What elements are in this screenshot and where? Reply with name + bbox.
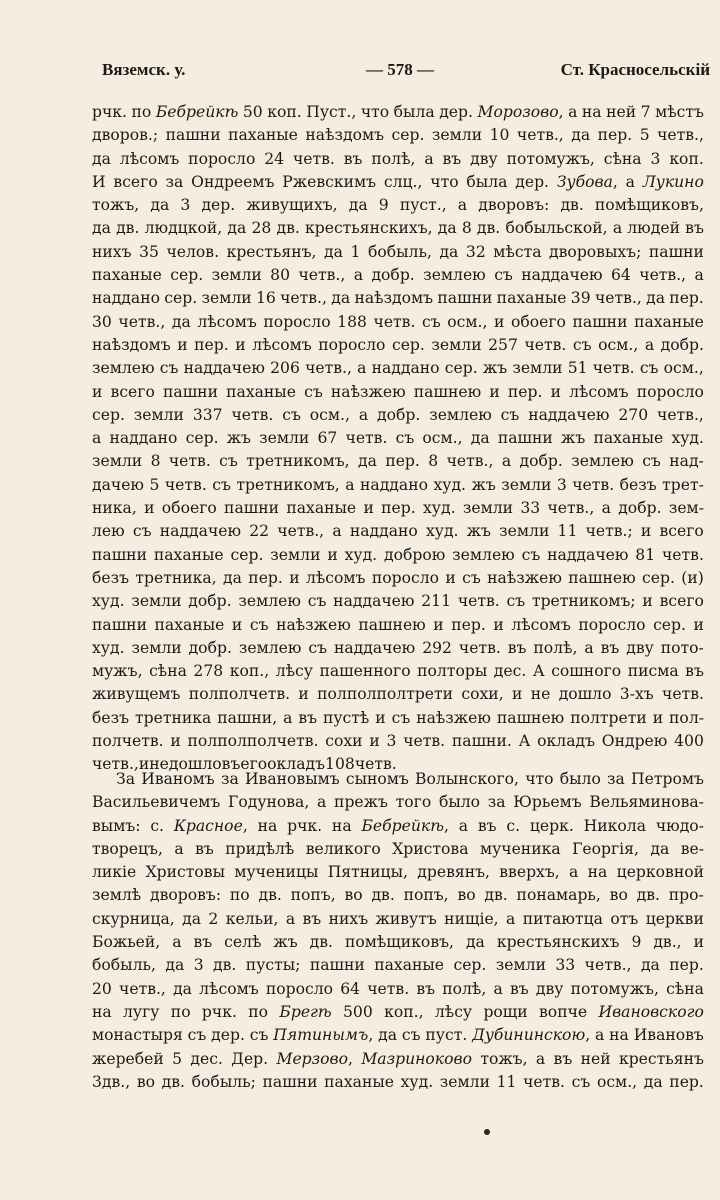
text-line: Божьей, а въ селѣ жъ дв. помѣщиковъ, да крестьянскихъ 9 дв., и: [92, 933, 704, 952]
page-number: — 578 —: [366, 60, 434, 79]
text-line: 30 четв., да лѣсомъ поросло 188 четв. съ осм., и обоего пашни паханые: [92, 312, 704, 331]
text-line: да дв. людцкой, да 28 дв. крестьянскихъ, да 8 дв. бобыльской, а людей въ: [92, 219, 704, 238]
text-line: За Иваномъ за Ивановымъ сыномъ Волынского, что было за Петромъ: [116, 770, 704, 788]
text-line: творецъ, а въ придѣлѣ великого Христова мученика Георгія, да ве-: [92, 839, 704, 858]
text-line: скурница, да 2 кельи, а въ нихъ живутъ нищіе, а питаютца отъ церкви: [92, 909, 704, 928]
text-line: лею съ наддачею 22 четв., а наддано худ. жъ земли 11 четв.; и всего: [92, 522, 704, 541]
paragraph-1: [92, 101, 704, 777]
text-line: землѣ дворовъ: по дв. попъ, во дв. попъ, во дв. понамарь, во дв. про-: [92, 886, 704, 905]
text-line: да лѣсомъ поросло 24 четв. въ полѣ, а въ дву потомужъ, сѣна 3 коп.: [92, 149, 704, 168]
text-line: И всего за Ондреемъ Ржевскимъ слц., что была дер. Зубова, а Лукино: [92, 172, 704, 191]
text-line: 3дв., во дв. бобыль; пашни паханые худ. земли 11 четв. съ осм., да пер.: [92, 1072, 704, 1091]
text-line: дворов.; пашни паханые наѣздомъ сер. земли 10 четв., да пер. 5 четв.,: [92, 126, 704, 145]
text-line: худ. земли добр. землею съ наддачею 292 четв. въ полѣ, а въ дву пото-: [92, 638, 704, 657]
text-line: безъ третника, да пер. и лѣсомъ поросло и съ наѣзжею пашнею сер. (и): [92, 568, 704, 587]
text-line: сер. земли 337 четв. съ осм., а добр. землею съ наддачею 270 четв.,: [92, 405, 704, 424]
text-line: безъ третника пашни, а въ пустѣ и съ наѣзжею пашнею полтрети и пол-: [92, 708, 704, 727]
text-line: худ. земли добр. землею съ наддачею 211 четв. съ третникомъ; и всего: [92, 592, 704, 611]
text-line: полчетв. и полполполчетв. сохи и 3 четв. пашни. А окладъ Ондрею 400: [92, 732, 704, 751]
paragraph-2: [92, 768, 704, 1094]
text-line: землею съ наддачею 206 четв., а наддано сер. жъ земли 51 четв. съ осм.,: [92, 359, 704, 378]
text-line: рчк. по Бебрейкѣ 50 коп. Пуст., что была дер. Морозово, а на ней 7 мѣстъ: [92, 103, 704, 121]
text-line: вымъ: с. Красное, на рчк. на Бебрейкѣ, а въ с. церк. Никола чюдо-: [92, 816, 704, 835]
text-line: пашни паханые сер. земли и худ. доброю землею съ наддачею 81 четв.: [92, 545, 704, 564]
running-header: [102, 60, 710, 82]
text-line: ликіе Христовы мученицы Пятницы, древянъ, вверхъ, а на церковной: [92, 863, 704, 882]
text-line: паханые сер. земли 80 четв., а добр. землею съ наддачею 64 четв., а: [92, 266, 704, 285]
text-line: 20 четв., да лѣсомъ поросло 64 четв. въ полѣ, а въ дву потомужъ, сѣна: [92, 979, 704, 998]
text-line: Васильевичемъ Годунова, а прежъ того было за Юрьемъ Вельяминова-: [92, 793, 704, 812]
text-line: и всего пашни паханые съ наѣзжею пашнею и пер. и лѣсомъ поросло: [92, 382, 704, 401]
text-line: живущемъ полполчетв. и полполполтрети сохи, и не дошло 3-хъ четв.: [92, 685, 704, 704]
bullet-mark: [484, 1129, 490, 1135]
text-line: пашни паханые и съ наѣзжею пашнею и пер. и лѣсомъ поросло сер. и: [92, 615, 704, 634]
text-line: земли 8 четв. съ третникомъ, да пер. 8 четв., а добр. землею съ над-: [92, 452, 704, 471]
text-line: монастыря съ дер. съ Пятинымъ, да съ пуст. Дубининскою, а на Ивановъ: [92, 1026, 704, 1045]
text-line: жеребей 5 дес. Дер. Мерзово, Мазриноково тожъ, а въ ней крестьянъ: [92, 1049, 704, 1068]
text-line: а наддано сер. жъ земли 67 четв. съ осм., да пашни жъ паханые худ.: [92, 429, 704, 448]
text-line: наѣздомъ и пер. и лѣсомъ поросло сер. земли 257 четв. съ осм., а добр.: [92, 335, 704, 354]
text-line: тожъ, да 3 дер. живущихъ, да 9 пуст., а дворовъ: дв. помѣщиковъ,: [92, 196, 704, 215]
text-line: бобыль, да 3 дв. пусты; пашни паханые сер. земли 33 четв., да пер.: [92, 956, 704, 975]
text-line: ника, и обоего пашни паханые и пер. худ. земли 33 четв., а добр. зем-: [92, 499, 704, 518]
header-district: Вяземск. у.: [102, 60, 186, 79]
text-line: четв., и не дошло въ его окладъ 108 четв.: [92, 755, 397, 774]
text-line: дачею 5 четв. съ третникомъ, а наддано худ. жъ земли 3 четв. безъ трет-: [92, 475, 704, 494]
text-line: на лугу по рчк. по Брегѣ 500 коп., лѣсу рощи вопче Ивановского: [92, 1002, 704, 1021]
text-line: нихъ 35 челов. крестьянъ, да 1 бобыль, да 32 мѣста дворовыхъ; пашни: [92, 242, 704, 261]
text-line: мужъ, сѣна 278 коп., лѣсу пашенного полторы дес. А сошного писма въ: [92, 662, 704, 681]
text-line: наддано сер. земли 16 четв., да наѣздомъ пашни паханые 39 четв., да пер.: [92, 289, 704, 308]
header-village: Ст. Красносельскій: [560, 60, 710, 79]
